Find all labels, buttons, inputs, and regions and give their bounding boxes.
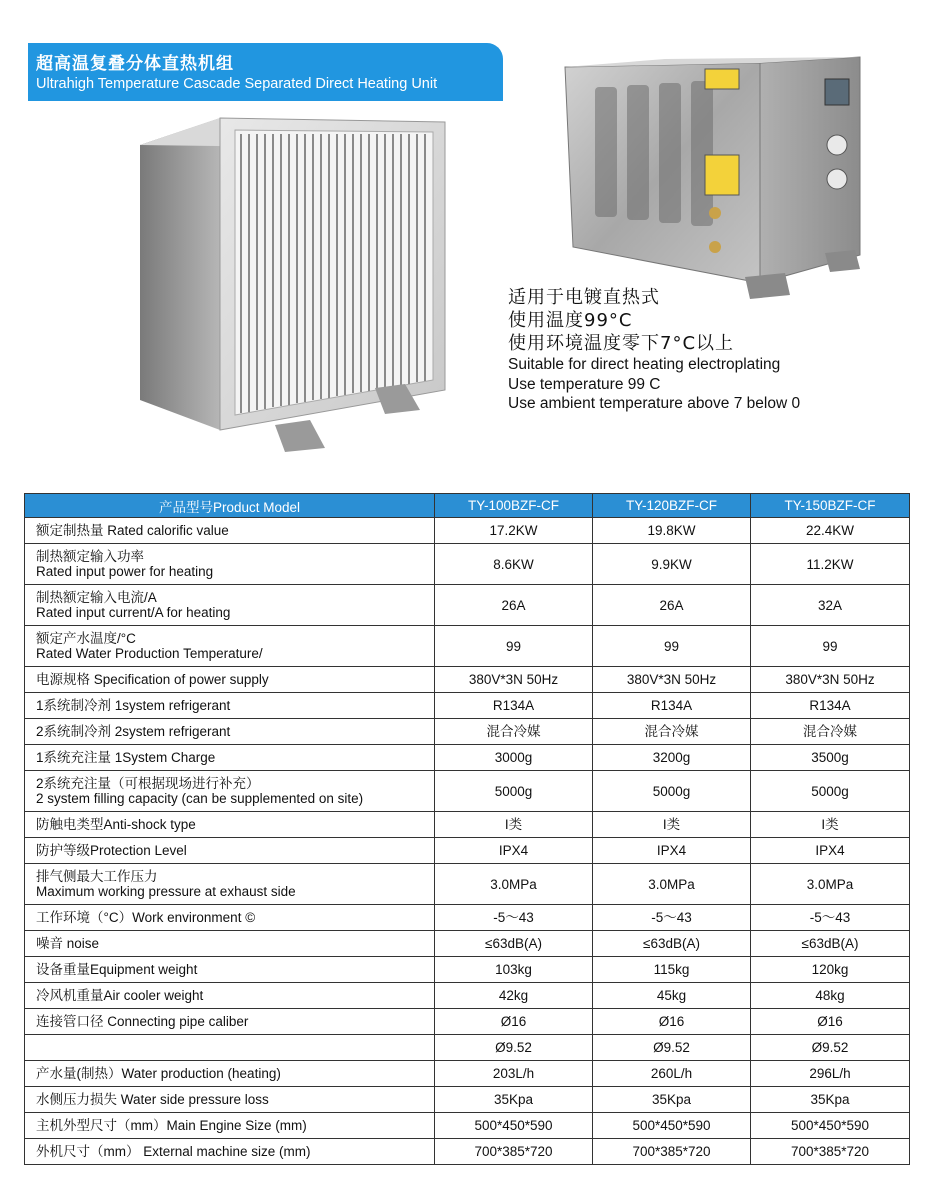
table-row bbox=[25, 931, 910, 957]
row-label bbox=[25, 1061, 435, 1087]
row-label-line: 排气侧最大工作压力 bbox=[36, 869, 158, 884]
value-cell: 115kg bbox=[593, 957, 751, 983]
value-cell: -5～43 bbox=[435, 905, 593, 931]
row-label-line: 主机外型尺寸（mm）Main Engine Size (mm) bbox=[36, 1118, 307, 1133]
row-label-line: 连接管口径 Connecting pipe caliber bbox=[36, 1014, 249, 1029]
value-cell: 17.2KW bbox=[435, 518, 593, 544]
value-cell: 3500g bbox=[751, 745, 910, 771]
row-label bbox=[25, 693, 435, 719]
value-cell: IPX4 bbox=[751, 838, 910, 864]
value-cell: -5～43 bbox=[751, 905, 910, 931]
row-label-line: 额定制热量 Rated calorific value bbox=[36, 523, 229, 538]
spec-table bbox=[24, 493, 910, 1165]
value-cell: 26A bbox=[435, 585, 593, 626]
row-label bbox=[25, 771, 435, 812]
value-cell: Ø9.52 bbox=[435, 1035, 593, 1061]
value-cell: I类 bbox=[593, 812, 751, 838]
row-label bbox=[25, 626, 435, 667]
row-label bbox=[25, 864, 435, 905]
value-cell: ≤63dB(A) bbox=[751, 931, 910, 957]
value-cell: Ø16 bbox=[435, 1009, 593, 1035]
value-cell: 22.4KW bbox=[751, 518, 910, 544]
row-label bbox=[25, 1139, 435, 1165]
header-cell: 产品型号Product Model bbox=[25, 494, 435, 518]
value-cell: 5000g bbox=[593, 771, 751, 812]
description-cn-line: 适用于电镀直热式 bbox=[508, 287, 660, 308]
value-cell: 8.6KW bbox=[435, 544, 593, 585]
table-row bbox=[25, 719, 910, 745]
value-cell: 380V*3N 50Hz bbox=[751, 667, 910, 693]
table-row bbox=[25, 1035, 910, 1061]
table-header-row bbox=[25, 494, 910, 518]
value-cell: 260L/h bbox=[593, 1061, 751, 1087]
table-row bbox=[25, 864, 910, 905]
value-cell: 120kg bbox=[751, 957, 910, 983]
value-cell: R134A bbox=[593, 693, 751, 719]
value-cell: 500*450*590 bbox=[435, 1113, 593, 1139]
row-label-line: 外机尺寸（mm） External machine size (mm) bbox=[36, 1144, 311, 1159]
row-label bbox=[25, 667, 435, 693]
row-label bbox=[25, 745, 435, 771]
row-label-line: 工作环境（°C）Work environment © bbox=[36, 910, 256, 925]
row-label bbox=[25, 1087, 435, 1113]
table-row bbox=[25, 838, 910, 864]
value-cell: 700*385*720 bbox=[435, 1139, 593, 1165]
row-label-line: 2系统充注量（可根据现场进行补充） bbox=[36, 776, 260, 791]
value-cell: 380V*3N 50Hz bbox=[593, 667, 751, 693]
value-cell: ≤63dB(A) bbox=[593, 931, 751, 957]
value-cell: 99 bbox=[751, 626, 910, 667]
row-label-line: 水侧压力损失 Water side pressure loss bbox=[36, 1092, 269, 1107]
row-label-line: 额定产水温度/°C bbox=[36, 631, 136, 646]
table-row bbox=[25, 957, 910, 983]
row-label bbox=[25, 812, 435, 838]
value-cell: 5000g bbox=[435, 771, 593, 812]
row-label bbox=[25, 838, 435, 864]
row-label-line: 1系统充注量 1System Charge bbox=[36, 750, 216, 765]
value-cell: Ø9.52 bbox=[593, 1035, 751, 1061]
row-label bbox=[25, 1113, 435, 1139]
row-label bbox=[25, 719, 435, 745]
row-label-line: 电源规格 Specification of power supply bbox=[36, 672, 269, 687]
table-row bbox=[25, 1061, 910, 1087]
table-row bbox=[25, 905, 910, 931]
value-cell: 700*385*720 bbox=[593, 1139, 751, 1165]
value-cell: 203L/h bbox=[435, 1061, 593, 1087]
row-label-line: Maximum working pressure at exhaust side bbox=[36, 884, 296, 899]
value-cell: 3000g bbox=[435, 745, 593, 771]
value-cell: 19.8KW bbox=[593, 518, 751, 544]
value-cell: 3.0MPa bbox=[593, 864, 751, 905]
value-cell: 500*450*590 bbox=[751, 1113, 910, 1139]
value-cell: 35Kpa bbox=[435, 1087, 593, 1113]
row-label-line: 2 system filling capacity (can be supplemented on site) bbox=[36, 791, 364, 806]
row-label-line: 设备重量Equipment weight bbox=[36, 962, 198, 977]
title-cn: 超高温复叠分体直热机组 bbox=[36, 54, 234, 74]
value-cell: 32A bbox=[751, 585, 910, 626]
row-label bbox=[25, 544, 435, 585]
table-row bbox=[25, 1113, 910, 1139]
description-cn-line: 使用环境温度零下7°C以上 bbox=[508, 333, 735, 354]
table-row bbox=[25, 745, 910, 771]
value-cell: 99 bbox=[593, 626, 751, 667]
value-cell: 103kg bbox=[435, 957, 593, 983]
row-label bbox=[25, 585, 435, 626]
row-label bbox=[25, 957, 435, 983]
row-label bbox=[25, 905, 435, 931]
table-row bbox=[25, 1009, 910, 1035]
value-cell: 700*385*720 bbox=[751, 1139, 910, 1165]
value-cell: I类 bbox=[435, 812, 593, 838]
value-cell: 11.2KW bbox=[751, 544, 910, 585]
header-cell: TY-100BZF-CF bbox=[435, 494, 593, 518]
row-label-line: 防触电类型Anti-shock type bbox=[36, 817, 196, 832]
title-en: Ultrahigh Temperature Cascade Separated Direct Heating Unit bbox=[36, 76, 438, 92]
row-label bbox=[25, 931, 435, 957]
table-row bbox=[25, 1139, 910, 1165]
value-cell: I类 bbox=[751, 812, 910, 838]
table-row bbox=[25, 1087, 910, 1113]
value-cell: Ø9.52 bbox=[751, 1035, 910, 1061]
value-cell: 混合冷媒 bbox=[751, 719, 910, 745]
value-cell: ≤63dB(A) bbox=[435, 931, 593, 957]
table-row bbox=[25, 667, 910, 693]
value-cell: 9.9KW bbox=[593, 544, 751, 585]
row-label-line: 制热额定输入电流/A bbox=[36, 590, 157, 605]
row-label-line: 产水量(制热）Water production (heating) bbox=[36, 1066, 281, 1081]
value-cell: Ø16 bbox=[751, 1009, 910, 1035]
value-cell: 48kg bbox=[751, 983, 910, 1009]
row-label-line: 1系统制冷剂 1system refrigerant bbox=[36, 698, 231, 713]
row-label-line: 2系统制冷剂 2system refrigerant bbox=[36, 724, 231, 739]
row-label-line: 防护等级Protection Level bbox=[36, 843, 187, 858]
value-cell: 3200g bbox=[593, 745, 751, 771]
value-cell: IPX4 bbox=[593, 838, 751, 864]
value-cell: 42kg bbox=[435, 983, 593, 1009]
table-row bbox=[25, 585, 910, 626]
value-cell: 35Kpa bbox=[593, 1087, 751, 1113]
value-cell: 45kg bbox=[593, 983, 751, 1009]
row-label bbox=[25, 1035, 435, 1061]
row-label bbox=[25, 983, 435, 1009]
value-cell: IPX4 bbox=[435, 838, 593, 864]
table-row bbox=[25, 544, 910, 585]
value-cell: -5～43 bbox=[593, 905, 751, 931]
value-cell: 500*450*590 bbox=[593, 1113, 751, 1139]
table-row bbox=[25, 983, 910, 1009]
row-label-line: Rated input current/A for heating bbox=[36, 605, 231, 620]
table-row bbox=[25, 626, 910, 667]
description-en-line: Use ambient temperature above 7 below 0 bbox=[508, 395, 801, 412]
value-cell: 380V*3N 50Hz bbox=[435, 667, 593, 693]
description-cn-line: 使用温度99°C bbox=[508, 310, 633, 331]
row-label-line: Rated input power for heating bbox=[36, 564, 214, 579]
air-cooler-unit-illustration bbox=[135, 100, 455, 460]
description bbox=[508, 286, 908, 414]
header-cell: TY-150BZF-CF bbox=[751, 494, 910, 518]
row-label-line: 制热额定输入功率 bbox=[36, 549, 144, 564]
table-row bbox=[25, 812, 910, 838]
description-en-line: Suitable for direct heating electroplating bbox=[508, 356, 781, 373]
stainless-heat-pump-unit-illustration bbox=[555, 55, 875, 300]
value-cell: Ø16 bbox=[593, 1009, 751, 1035]
description-en-line: Use temperature 99 C bbox=[508, 375, 661, 393]
row-label-line: Rated Water Production Temperature/ bbox=[36, 646, 263, 661]
row-label-line: 噪音 noise bbox=[36, 936, 100, 951]
value-cell: 296L/h bbox=[751, 1061, 910, 1087]
row-label bbox=[25, 518, 435, 544]
value-cell: 26A bbox=[593, 585, 751, 626]
row-label bbox=[25, 1009, 435, 1035]
value-cell: 5000g bbox=[751, 771, 910, 812]
value-cell: R134A bbox=[435, 693, 593, 719]
table-row bbox=[25, 771, 910, 812]
value-cell: 3.0MPa bbox=[751, 864, 910, 905]
value-cell: 混合冷媒 bbox=[593, 719, 751, 745]
table-row bbox=[25, 693, 910, 719]
value-cell: 3.0MPa bbox=[435, 864, 593, 905]
value-cell: 混合冷媒 bbox=[435, 719, 593, 745]
header-cell: TY-120BZF-CF bbox=[593, 494, 751, 518]
row-label-line: 冷风机重量Air cooler weight bbox=[36, 988, 204, 1003]
value-cell: R134A bbox=[751, 693, 910, 719]
value-cell: 35Kpa bbox=[751, 1087, 910, 1113]
value-cell: 99 bbox=[435, 626, 593, 667]
table-row bbox=[25, 518, 910, 544]
title-banner bbox=[28, 43, 503, 101]
